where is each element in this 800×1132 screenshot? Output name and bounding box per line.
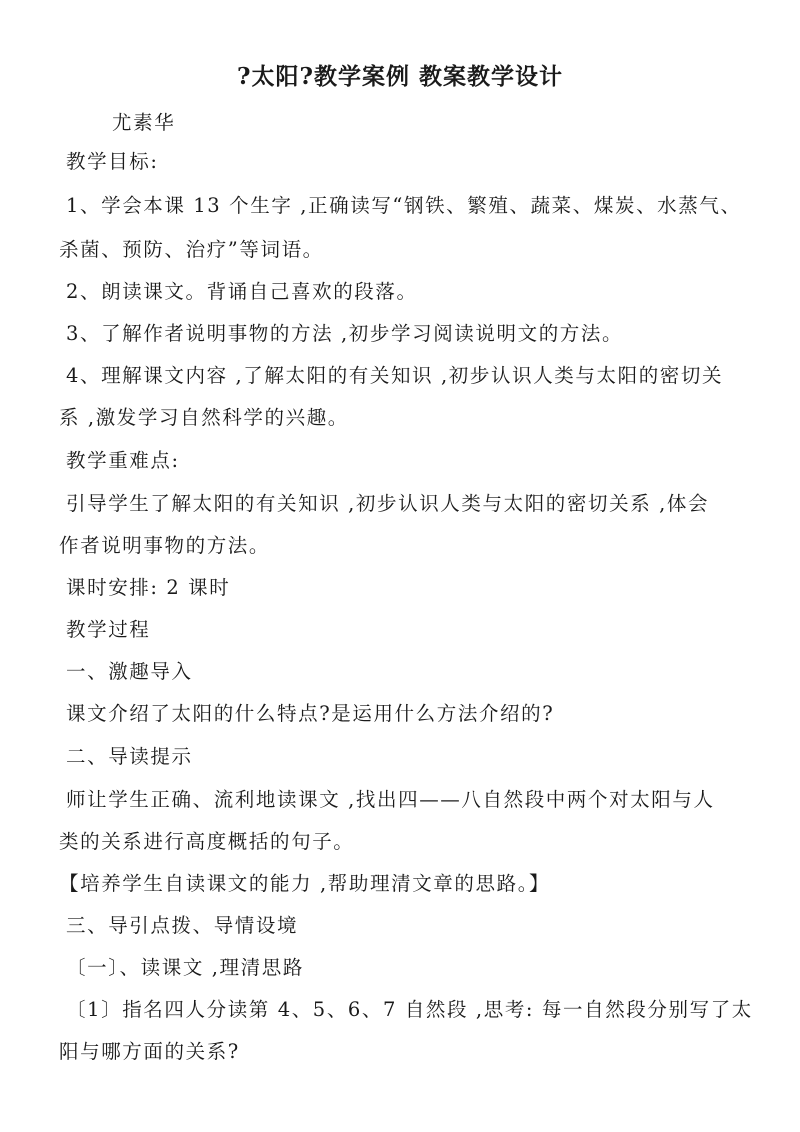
step-2-heading: 二、导读提示 <box>66 745 193 768</box>
document-title: ?太阳?教学案例 教案教学设计 <box>237 63 563 90</box>
section-heading-key-points: 教学重难点: <box>66 449 180 472</box>
key-points-line-1: 引导学生了解太阳的有关知识 ,初步认识人类与太阳的密切关系 ,体会 <box>66 492 710 515</box>
step-1-heading: 一、激趣导入 <box>66 660 193 683</box>
objective-4-line-2: 系 ,激发学习自然科学的兴趣。 <box>59 406 349 429</box>
step-2-text-line-2: 类的关系进行高度概括的句子。 <box>59 830 355 853</box>
step-3-item-1-line-1: 〔1〕指名四人分读第 4、5、6、7 自然段 ,思考: 每一自然段分别写了太 <box>66 998 753 1021</box>
step-3-sub-1: 〔一〕、读课文 ,理清思路 <box>66 956 304 979</box>
class-hours: 课时安排: 2 课时 <box>66 576 231 599</box>
step-2-note: 【培养学生自读课文的能力 ,帮助理清文章的思路。】 <box>59 872 551 895</box>
objective-1-line-2: 杀菌、预防、治疗”等词语。 <box>59 238 324 261</box>
step-3-item-1-line-2: 阳与哪方面的关系? <box>59 1040 240 1063</box>
objective-3: 3、了解作者说明事物的方法 ,初步学习阅读说明文的方法。 <box>66 322 624 345</box>
section-heading-objectives: 教学目标: <box>66 150 159 173</box>
step-1-text: 课文介绍了太阳的什么特点?是运用什么方法介绍的? <box>66 702 555 725</box>
objective-1-line-1: 1、学会本课 13 个生字 ,正确读写“钢铁、繁殖、蔬菜、煤炭、水蒸气、 <box>66 194 742 217</box>
step-3-heading: 三、导引点拨、导情设境 <box>66 914 299 937</box>
objective-2: 2、朗读课文。背诵自己喜欢的段落。 <box>66 280 418 303</box>
objective-4-line-1: 4、理解课文内容 ,了解太阳的有关知识 ,初步认识人类与太阳的密切关 <box>66 364 724 387</box>
step-2-text-line-1: 师让学生正确、流利地读课文 ,找出四——八自然段中两个对太阳与人 <box>66 788 715 811</box>
author-name: 尤素华 <box>112 111 176 134</box>
key-points-line-2: 作者说明事物的方法。 <box>59 534 271 557</box>
section-heading-process: 教学过程 <box>66 618 151 641</box>
